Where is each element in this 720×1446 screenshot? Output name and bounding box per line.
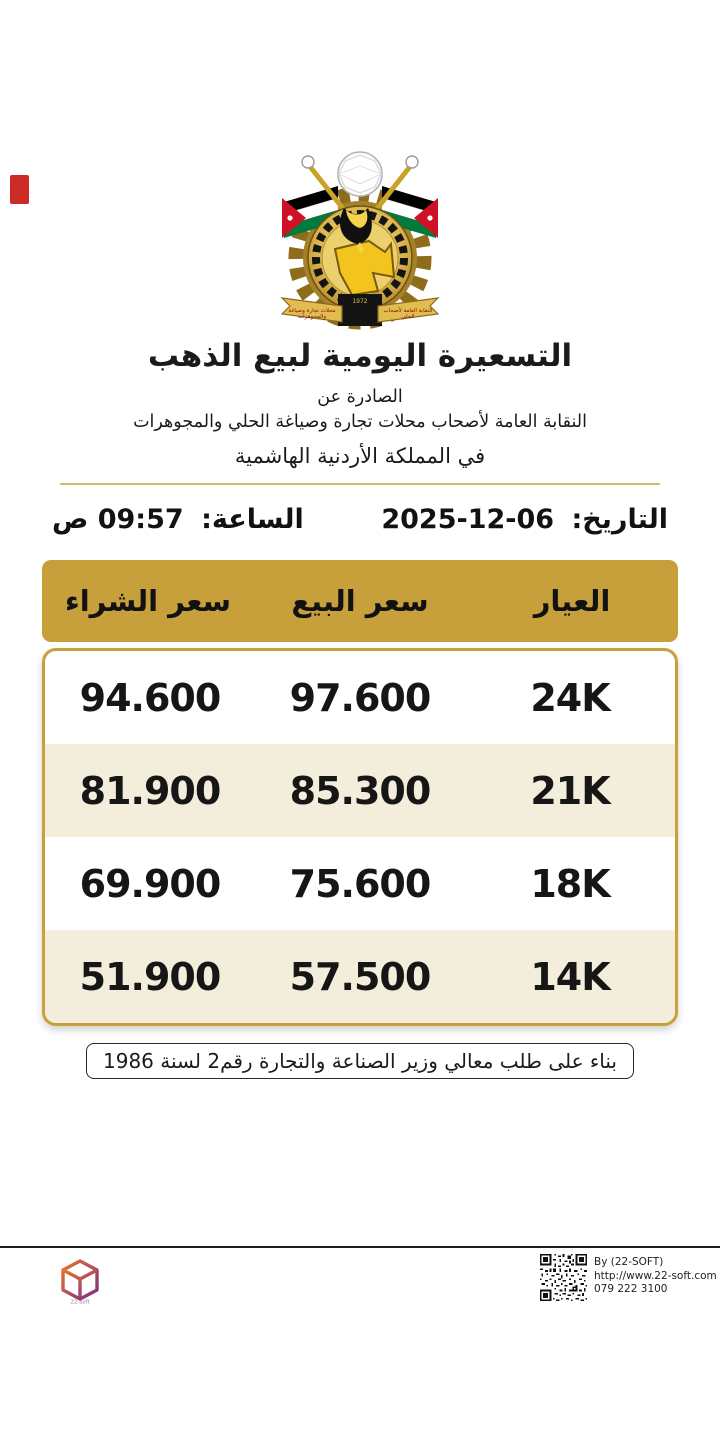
ribbon-right-text2: الحلي (401, 314, 415, 320)
karat-value: 18K (530, 861, 610, 906)
column-sell-price: سعر البيع (291, 584, 429, 619)
table-row (45, 930, 675, 1023)
buy-value: 51.900 (79, 954, 221, 999)
karat-value: 24K (530, 675, 610, 720)
price-table-body (42, 648, 678, 1026)
time-value: 09:57 ص (52, 504, 184, 536)
sell-value: 57.500 (289, 954, 431, 999)
datetime-row (52, 504, 668, 535)
table-row (45, 651, 675, 744)
buy-value: 81.900 (79, 768, 221, 813)
sell-value: 85.300 (289, 768, 431, 813)
sell-value: 75.600 (289, 861, 431, 906)
qr-code (540, 1254, 587, 1301)
credit-by: By (22-SOFT) (594, 1256, 664, 1268)
22soft-brand-text: 22-soft (70, 1299, 90, 1304)
date-segment (381, 504, 668, 535)
page-title: التسعيرة اليومية لبيع الذهب (147, 338, 573, 374)
diamond-icon (338, 152, 382, 196)
ministry-note: بناء على طلب معالي وزير الصناعة والتجارة رقم2 لسنة 1986 (86, 1043, 634, 1079)
ribbon-left-text: محلات تجارة وصياغة (288, 308, 336, 314)
date-label: التاريخ: (571, 504, 668, 536)
issued-by-line: الصادرة عن (317, 386, 403, 407)
karat-value: 21K (530, 768, 610, 813)
table-row (45, 744, 675, 837)
buy-value: 69.900 (79, 861, 221, 906)
credit-phone: 079 222 3100 (594, 1283, 668, 1295)
table-row (45, 837, 675, 930)
credit-url: http://www.22-soft.com (594, 1269, 717, 1282)
syndicate-emblem-logo (272, 146, 448, 336)
buy-value: 94.600 (79, 675, 221, 720)
column-buy-price: سعر الشراء (64, 584, 232, 619)
red-marker (10, 175, 29, 204)
karat-value: 14K (530, 954, 610, 999)
ribbon-right-text: النقابة العامة لأصحاب (383, 308, 433, 314)
22soft-cube-logo (58, 1258, 102, 1304)
column-karat: العيار (533, 584, 611, 619)
credits-bar (0, 1248, 720, 1318)
ribbon-left-text2: والمجوهرات (297, 314, 327, 320)
emblem-svg (272, 146, 448, 336)
gold-separator (60, 483, 660, 485)
price-table-header (42, 560, 678, 642)
credit-text-block (594, 1256, 717, 1297)
founding-year: 1972 (352, 298, 368, 305)
date-value: 06-12-2025 (381, 504, 555, 536)
time-label: الساعة: (201, 504, 304, 536)
time-segment (52, 504, 304, 535)
syndicate-name-line: النقابة العامة لأصحاب محلات تجارة وصياغة الحلي والمجوهرات (133, 411, 587, 432)
sell-value: 97.600 (289, 675, 431, 720)
footer-note-wrap (0, 1043, 720, 1079)
country-line: في المملكة الأردنية الهاشمية (234, 444, 486, 469)
